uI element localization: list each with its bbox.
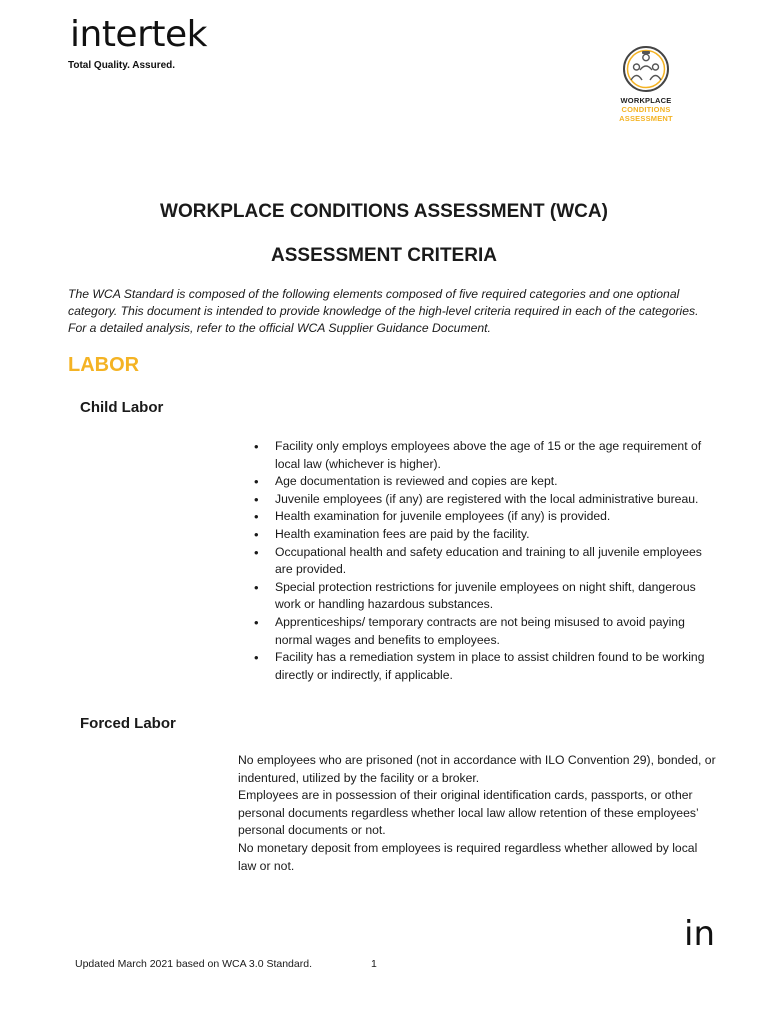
list-item: • Juvenile employees (if any) are registered with the local administrative bureau. [250, 491, 720, 509]
intro-paragraph: The WCA Standard is composed of the following elements composed of five required categories and one optional category. This document is intended to provide knowledge of the high-level criteria required in each of the categories. For a detailed analysis, refer to the official WCA Supplier Guidance Document. [68, 287, 699, 335]
list-item: • Age documentation is reviewed and copies are kept. [250, 473, 720, 491]
list-item: • Facility only employs employees above the age of 15 or the age requirement of local law (whichever is higher). [250, 438, 720, 473]
page-number: 1 [371, 958, 377, 970]
list-item: • Apprenticeships/ temporary contracts are not being misused to avoid paying normal wages and benefits to employees. [250, 614, 720, 649]
forced-labor-paragraph: No monetary deposit from employees is required regardless whether allowed by local law or not. [238, 840, 698, 873]
forced-labor-text [238, 752, 718, 875]
child-labor-list [250, 438, 720, 694]
footer-text: Updated March 2021 based on WCA 3.0 Standard. [75, 958, 312, 970]
section-heading-labor: LABOR [68, 354, 140, 376]
workers-circle-icon [621, 44, 671, 94]
list-item: • Facility has a remediation system in place to assist children found to be working directly or indirectly, if applicable. [250, 649, 720, 684]
intertek-logo: intertek [70, 14, 207, 55]
logo-tagline: Total Quality. Assured. [68, 60, 176, 71]
list-item: • Special protection restrictions for juvenile employees on night shift, dangerous work or handling hazardous substances. [250, 579, 720, 614]
list-item: • Health examination for juvenile employees (if any) is provided. [250, 508, 720, 526]
subheading-child-labor: Child Labor [80, 399, 164, 416]
badge-line-3: ASSESSMENT [619, 114, 673, 123]
badge-line-1: WORKPLACE [620, 96, 672, 105]
list-item: • Occupational health and safety education and training to all juvenile employees are provided. [250, 544, 720, 579]
document-title: WORKPLACE CONDITIONS ASSESSMENT (WCA) [160, 201, 608, 222]
forced-labor-paragraph: Employees are in possession of their original identification cards, passports, or other personal documents regardless whether local law allow retention of these employees’ personal documents or not. [238, 788, 699, 838]
subheading-forced-labor: Forced Labor [80, 715, 176, 732]
wca-badge [608, 44, 684, 123]
document-subtitle: ASSESSMENT CRITERIA [271, 245, 497, 266]
badge-line-2: CONDITIONS [621, 105, 671, 114]
corner-logo-mark: in [684, 914, 715, 954]
list-item: • Health examination fees are paid by the facility. [250, 526, 720, 544]
forced-labor-paragraph: No employees who are prisoned (not in accordance with ILO Convention 29), bonded, or indentured, utilized by the facility or a broker. [238, 753, 716, 785]
